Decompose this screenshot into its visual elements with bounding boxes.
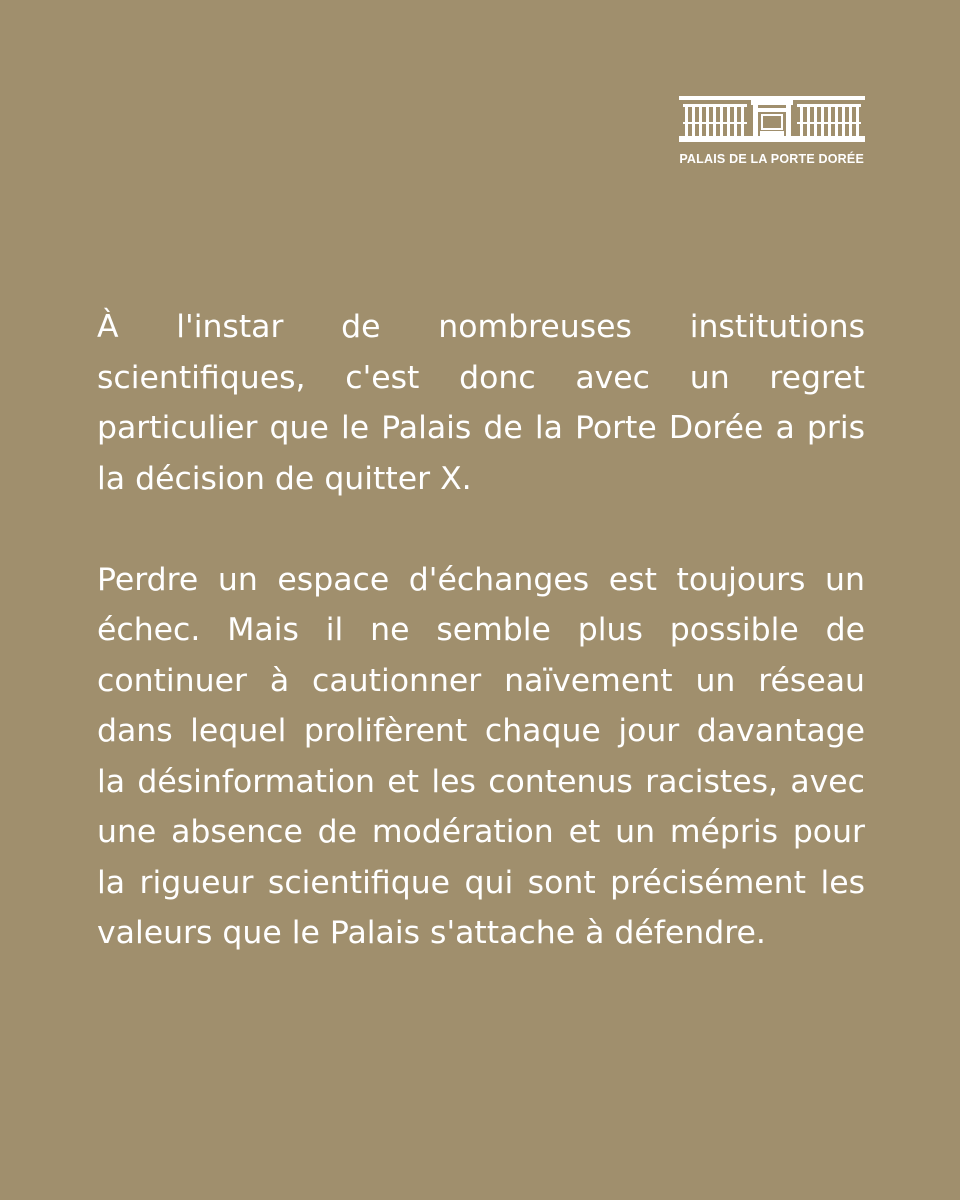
statement-text (97, 302, 865, 959)
paragraph-1: À l'instar de nombreuses institutions scientifiques, c'est donc avec un regret particulier que le Palais de la Porte Dorée a pris la décision de quitter X. (97, 309, 865, 497)
paragraph-2: Perdre un espace d'échanges est toujours un échec. Mais il ne semble plus possible de continuer à cautionner naïvement un réseau dans lequel prolifèrent chaque jour davantage la désinformation et les contenus racistes, avec une absence de modération et un mépris pour la rigueur scientifique qui sont précisément les valeurs que le Palais s'attache à défendre. (97, 561, 865, 951)
brand-name: PALAIS DE LA PORTE DORÉE (679, 152, 864, 166)
brand-logo (678, 96, 866, 166)
palace-facade-icon (679, 96, 865, 142)
